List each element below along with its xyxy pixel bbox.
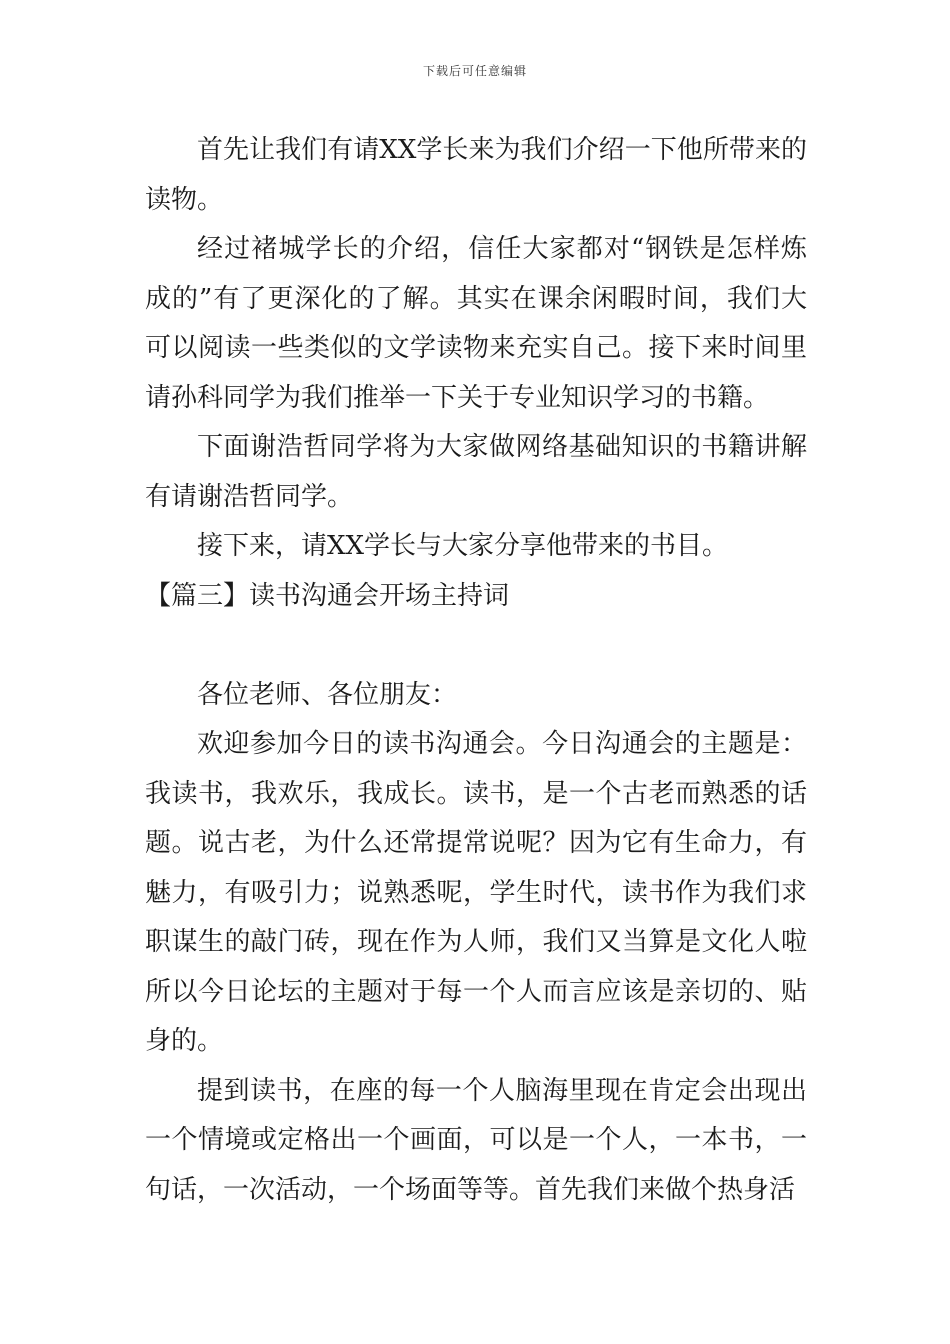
section-heading: 【篇三】读书沟通会开场主持词 <box>145 580 510 611</box>
blank-line <box>145 621 807 671</box>
paragraph: 接下来，请XX学长与大家分享他带来的书目。 <box>197 531 729 561</box>
paragraph: 首先让我们有请XX学长来为我们介绍一下他所带来的读物。 <box>145 135 807 215</box>
paragraph: 欢迎参加今日的读书沟通会。今日沟通会的主题是：我读书，我欢乐，我成长。读书，是一个古老而熟悉的话题。说古老，为什么还常提常说呢？因为它有生命力，有魅力，有吸引力；说熟悉呢，学生时代，读书作为我们求职谋生的敲门砖，现在作为人师，我们又当算是文化人啦所以今日论坛的主题对于每一个人而言应该是亲切的、贴身的。 <box>145 729 807 1056</box>
document-body <box>145 126 807 1215</box>
paragraph: 经过褚城学长的介绍，信任大家都对“钢铁是怎样炼成的”有了更深化的了解。其实在课余闲暇时间，我们大可以阅读一些类似的文学读物来充实自己。接下来时间里请孙科同学为我们推举一下关于专业知识学习的书籍。 <box>145 234 807 413</box>
paragraph: 下面谢浩哲同学将为大家做网络基础知识的书籍讲解有请谢浩哲同学。 <box>145 432 807 512</box>
paragraph: 提到读书，在座的每一个人脑海里现在肯定会出现出一个情境或定格出一个画面，可以是一个人，一本书，一句话，一次活动，一个场面等等。首先我们来做个热身活 <box>145 1075 807 1205</box>
salutation: 各位老师、各位朋友： <box>197 679 458 710</box>
page-header: 下载后可任意编辑 <box>422 64 527 78</box>
